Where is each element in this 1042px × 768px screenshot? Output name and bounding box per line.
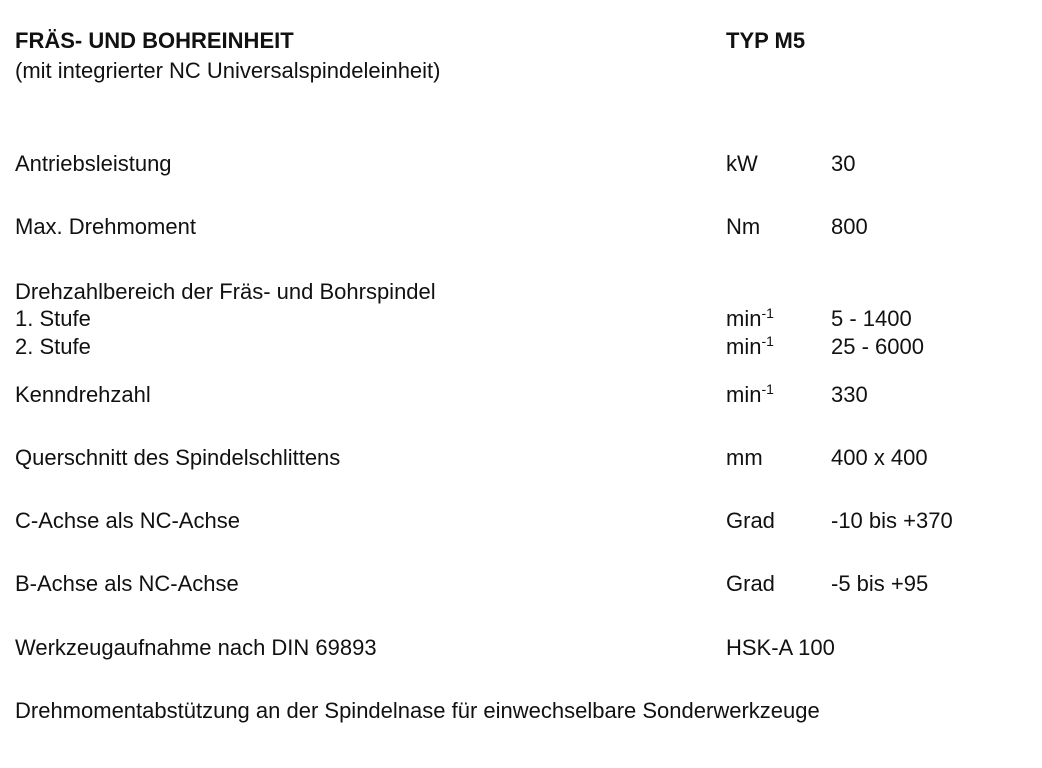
rated-speed-value: 330 bbox=[831, 382, 868, 407]
torque-support-note: Drehmomentabstützung an der Spindelnase für einwechselbare Sonderwerkzeuge bbox=[15, 698, 820, 723]
b-axis-value: -5 bis +95 bbox=[831, 571, 929, 596]
c-axis-unit: Grad bbox=[726, 508, 775, 533]
slide-section-unit: mm bbox=[726, 445, 763, 470]
slide-section-label: Querschnitt des Spindelschlittens bbox=[15, 445, 341, 470]
stage1-value: 5 - 1400 bbox=[831, 306, 912, 331]
speed-range-label: Drehzahlbereich der Fräs- und Bohrspindel bbox=[15, 279, 436, 304]
b-axis-unit: Grad bbox=[726, 571, 775, 596]
power-unit: kW bbox=[726, 151, 758, 176]
b-axis-label: B-Achse als NC-Achse bbox=[15, 571, 239, 596]
tool-holder-value: HSK-A 100 bbox=[726, 635, 835, 660]
document-title: FRÄS- UND BOHREINHEIT bbox=[15, 28, 294, 53]
rated-speed-unit: $\min^{-1}$ bbox=[726, 381, 774, 407]
stage2-value: 25 - 6000 bbox=[831, 334, 924, 359]
power-value: 30 bbox=[831, 151, 856, 176]
stage2-unit: $\min^{-1}$ bbox=[726, 333, 774, 359]
stage1-unit: $\min^{-1}$ bbox=[726, 305, 774, 331]
tool-holder-label: Werkzeugaufnahme nach DIN 69893 bbox=[15, 635, 377, 660]
c-axis-label: C-Achse als NC-Achse bbox=[15, 508, 240, 533]
rated-speed-label: Kenndrehzahl bbox=[15, 382, 151, 407]
stage2-label: 2. Stufe bbox=[15, 334, 91, 359]
c-axis-value: -10 bis +370 bbox=[831, 508, 953, 533]
torque-value: 800 bbox=[831, 214, 868, 239]
torque-label: Max. Drehmoment bbox=[15, 214, 196, 239]
power-label: Antriebsleistung bbox=[15, 151, 172, 176]
type-designation: TYP M5 bbox=[726, 28, 806, 53]
stage1-label: 1. Stufe bbox=[15, 306, 91, 331]
document-subtitle: (mit integrierter NC Universalspindeleinheit) bbox=[15, 58, 441, 83]
slide-section-value: 400 x 400 bbox=[831, 445, 928, 470]
torque-unit: Nm bbox=[726, 214, 761, 239]
